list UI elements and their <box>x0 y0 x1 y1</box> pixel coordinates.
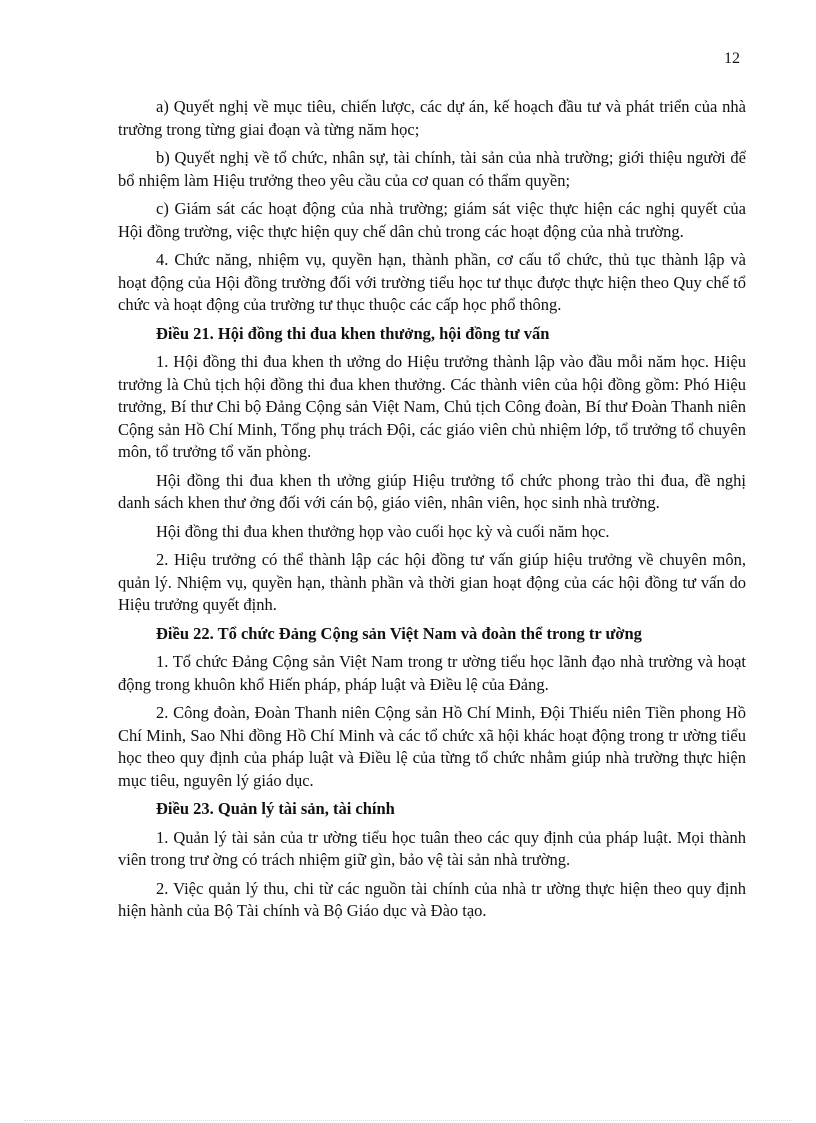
document-body <box>118 96 746 929</box>
paragraph: Hội đồng thi đua khen thưởng họp vào cuối học kỳ và cuối năm học. <box>156 521 610 541</box>
article-heading: Điều 22. Tổ chức Đảng Cộng sản Việt Nam và đoàn thể trong tr ường <box>156 623 642 643</box>
page-bottom-divider <box>24 1120 792 1121</box>
article-heading: Điều 23. Quản lý tài sản, tài chính <box>156 799 395 818</box>
paragraph: 4. Chức năng, nhiệm vụ, quyền hạn, thành phần, cơ cấu tổ chức, thủ tục thành lập và hoạt động của Hội đồng trường đối với trường tiểu học tư thục được thực hiện theo Quy chế tổ chức và hoạt động của trường tư thục thuộc các cấp học phổ thông. <box>118 250 746 314</box>
page-number: 12 <box>724 50 740 67</box>
paragraph: 1. Hội đồng thi đua khen th ưởng do Hiệu trưởng thành lập vào đầu mỗi năm học. Hiệu trưởng là Chủ tịch hội đồng thi đua khen thưởng. Các thành viên của hội đồng gồm: Phó Hiệu trưởng, Bí thư Chi bộ Đảng Cộng sản Việt Nam, Chủ tịch Công đoàn, Bí thư Đoàn Thanh niên Cộng sản Hồ Chí Minh, Tổng phụ trách Đội, các giáo viên chủ nhiệm lớp, tổ trưởng tổ chuyên môn, tổ trưởng tổ văn phòng. <box>118 352 746 461</box>
paragraph: 2. Hiệu trưởng có thể thành lập các hội đồng tư vấn giúp hiệu trưởng về chuyên môn, quản lý. Nhiệm vụ, quyền hạn, thành phần và thời gian hoạt động của các hội đồng tư vấn do Hiệu trưởng quyết định. <box>118 550 746 614</box>
paragraph: c) Giám sát các hoạt động của nhà trường; giám sát việc thực hiện các nghị quyết của Hội đồng trường, việc thực hiện quy chế dân chủ trong các hoạt động của nhà trường. <box>118 199 746 241</box>
paragraph: 1. Tổ chức Đảng Cộng sản Việt Nam trong tr ường tiểu học lãnh đạo nhà trường và hoạt động trong khuôn khổ Hiến pháp, pháp luật và Điều lệ của Đảng. <box>118 652 746 694</box>
paragraph: a) Quyết nghị về mục tiêu, chiến lược, các dự án, kế hoạch đầu tư và phát triển của nhà trường trong từng giai đoạn và từng năm học; <box>118 97 746 139</box>
paragraph: Hội đồng thi đua khen th ưởng giúp Hiệu trưởng tổ chức phong trào thi đua, đề nghị danh sách khen thư ởng đối với cán bộ, giáo viên, nhân viên, học sinh nhà trường. <box>118 470 746 512</box>
paragraph: b) Quyết nghị về tổ chức, nhân sự, tài chính, tài sản của nhà trường; giới thiệu người để bổ nhiệm làm Hiệu trưởng theo yêu cầu của cơ quan có thẩm quyền; <box>118 148 746 190</box>
paragraph: 2. Việc quản lý thu, chi từ các nguồn tài chính của nhà tr ường thực hiện theo quy định hiện hành của Bộ Tài chính và Bộ Giáo dục và Đào tạo. <box>118 878 746 920</box>
article-heading: Điều 21. Hội đồng thi đua khen thưởng, hội đồng tư vấn <box>156 323 550 343</box>
paragraph: 1. Quản lý tài sản của tr ường tiểu học tuân theo các quy định của pháp luật. Mọi thành viên trong trư ờng có trách nhiệm giữ gìn, bảo vệ tài sản nhà trường. <box>118 827 746 869</box>
paragraph: 2. Công đoàn, Đoàn Thanh niên Cộng sản Hồ Chí Minh, Đội Thiếu niên Tiền phong Hồ Chí Minh, Sao Nhi đồng Hồ Chí Minh và các tổ chức xã hội khác hoạt động trong tr ường tiểu học theo quy định của pháp luật và Điều lệ của từng tổ chức nhằm giúp nhà trường thực hiện mục tiêu, nguyên lý giáo dục. <box>118 703 746 790</box>
